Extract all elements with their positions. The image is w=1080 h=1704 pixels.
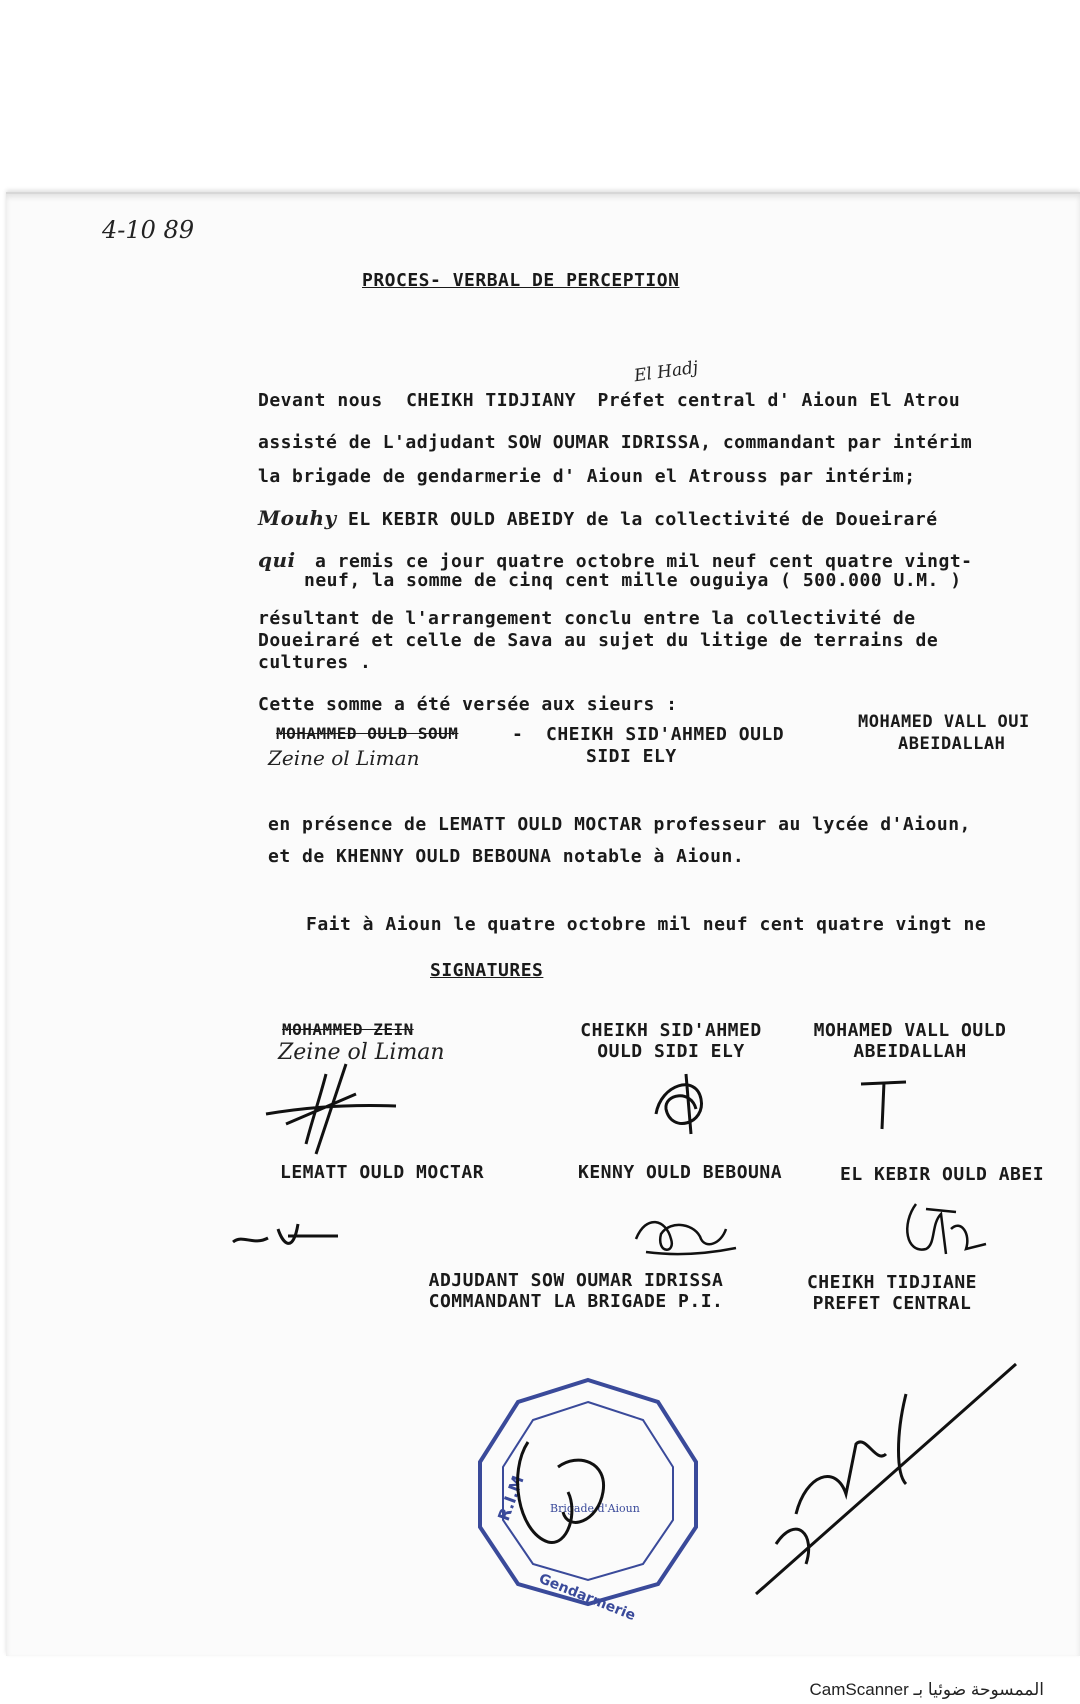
signature-mark-5 <box>626 1204 746 1264</box>
body-text: Devant nous <box>258 390 383 411</box>
signatory-5: KENNY OULD BEBOUNA <box>578 1162 783 1183</box>
payee-3-line-1: MOHAMED VALL OUI <box>858 712 1030 732</box>
signatory-6: EL KEBIR OULD ABEI <box>840 1164 1045 1185</box>
body-line-5 <box>258 548 973 572</box>
signature-mark-2 <box>646 1064 726 1144</box>
body-line-7: résultant de l'arrangement conclu entre la collectivité de <box>258 608 916 629</box>
prefect-signature <box>736 1344 1036 1614</box>
document-page <box>6 192 1080 1656</box>
document-title: PROCES- VERBAL DE PERCEPTION <box>362 270 680 291</box>
payee-2-line-1: CHEIKH SID'AHMED OULD <box>546 724 785 745</box>
signatory-4: LEMATT OULD MOCTAR <box>280 1162 485 1183</box>
signatory-7-line-1: ADJUDANT SOW OUMAR IDRISSA <box>428 1270 724 1291</box>
stamp-text-a: R.I.M <box>493 1473 528 1524</box>
signatory-3 <box>800 1020 1020 1062</box>
signature-mark-3 <box>856 1074 916 1134</box>
signatures-heading: SIGNATURES <box>430 960 544 981</box>
stamp-text-b: Gendarmerie <box>536 1570 638 1625</box>
signatory-8-line-1: CHEIKH TIDJIANE <box>806 1272 978 1293</box>
signatory-2-line-1: CHEIKH SID'AHMED <box>580 1020 762 1041</box>
gendarmerie-stamp <box>468 1372 708 1625</box>
signatory-7-line-2: COMMANDANT LA BRIGADE P.I. <box>428 1291 724 1312</box>
payee-dash: - <box>512 724 524 745</box>
signature-mark-4 <box>228 1214 358 1264</box>
body-line-4 <box>258 506 938 530</box>
body-line-10: Cette somme a été versée aux sieurs : <box>258 694 678 715</box>
signatory-3-line-1: MOHAMED VALL OULD <box>813 1020 1007 1041</box>
signatory-2 <box>566 1020 776 1062</box>
handwritten-word: Mouhy <box>258 506 337 530</box>
signatory-8-line-2: PREFET CENTRAL <box>812 1293 972 1314</box>
handwritten-annotation: El Hadj <box>632 357 700 387</box>
signatory-8 <box>782 1272 1002 1314</box>
body-line-8: Doueiraré et celle de Sava au sujet du litige de terrains de <box>258 630 939 651</box>
payee-3-line-2: ABEIDALLAH <box>898 734 1006 754</box>
body-line-12: et de KHENNY OULD BEBOUNA notable à Aioun. <box>268 846 745 867</box>
signatory-1-handwritten: Zeine ol Liman <box>278 1040 445 1065</box>
handwritten-word: qui <box>258 548 296 572</box>
signature-mark-6 <box>896 1194 1006 1264</box>
signatory-1-struck: MOHAMMED ZEIN <box>282 1020 414 1039</box>
body-line-11: en présence de LEMATT OULD MOCTAR professeur au lycée d'Aioun, <box>268 814 971 835</box>
body-text: a remis ce jour quatre octobre mil neuf cent quatre vingt- <box>314 551 973 572</box>
body-line-3: la brigade de gendarmerie d' Aioun el Atrouss par intérim; <box>258 466 916 487</box>
payee-1-struck: MOHAMMED OULD SOUM <box>276 724 459 743</box>
body-text: EL KEBIR OULD ABEIDY de la collectivité de Doueiraré <box>348 509 938 530</box>
prefect-name: CHEIKH TIDJIANY <box>406 390 577 411</box>
body-line-1 <box>258 390 960 411</box>
stamp-text-c: Brigade d'Aioun <box>550 1502 640 1515</box>
payee-1-handwritten: Zeine ol Liman <box>268 746 420 770</box>
body-line-6: neuf, la somme de cinq cent mille ouguiya ( 500.000 U.M. ) <box>304 570 962 591</box>
signatory-3-line-2: ABEIDALLAH <box>853 1041 967 1062</box>
camscanner-footer: CamScanner الممسوحة ضوئيا بـ <box>809 1680 1044 1699</box>
signatory-2-line-2: OULD SIDI ELY <box>597 1041 745 1062</box>
signatory-7 <box>406 1270 746 1312</box>
body-line-13: Fait à Aioun le quatre octobre mil neuf cent quatre vingt ne <box>306 914 987 935</box>
payee-2-line-2: SIDI ELY <box>586 746 677 767</box>
signature-mark-1 <box>256 1054 416 1164</box>
body-line-2: assisté de L'adjudant SOW OUMAR IDRISSA, commandant par intérim <box>258 432 973 453</box>
handwritten-date: 4-10 89 <box>102 216 195 244</box>
body-line-9: cultures . <box>258 652 372 673</box>
body-text: Préfet central d' Aioun El Atrou <box>597 390 961 411</box>
